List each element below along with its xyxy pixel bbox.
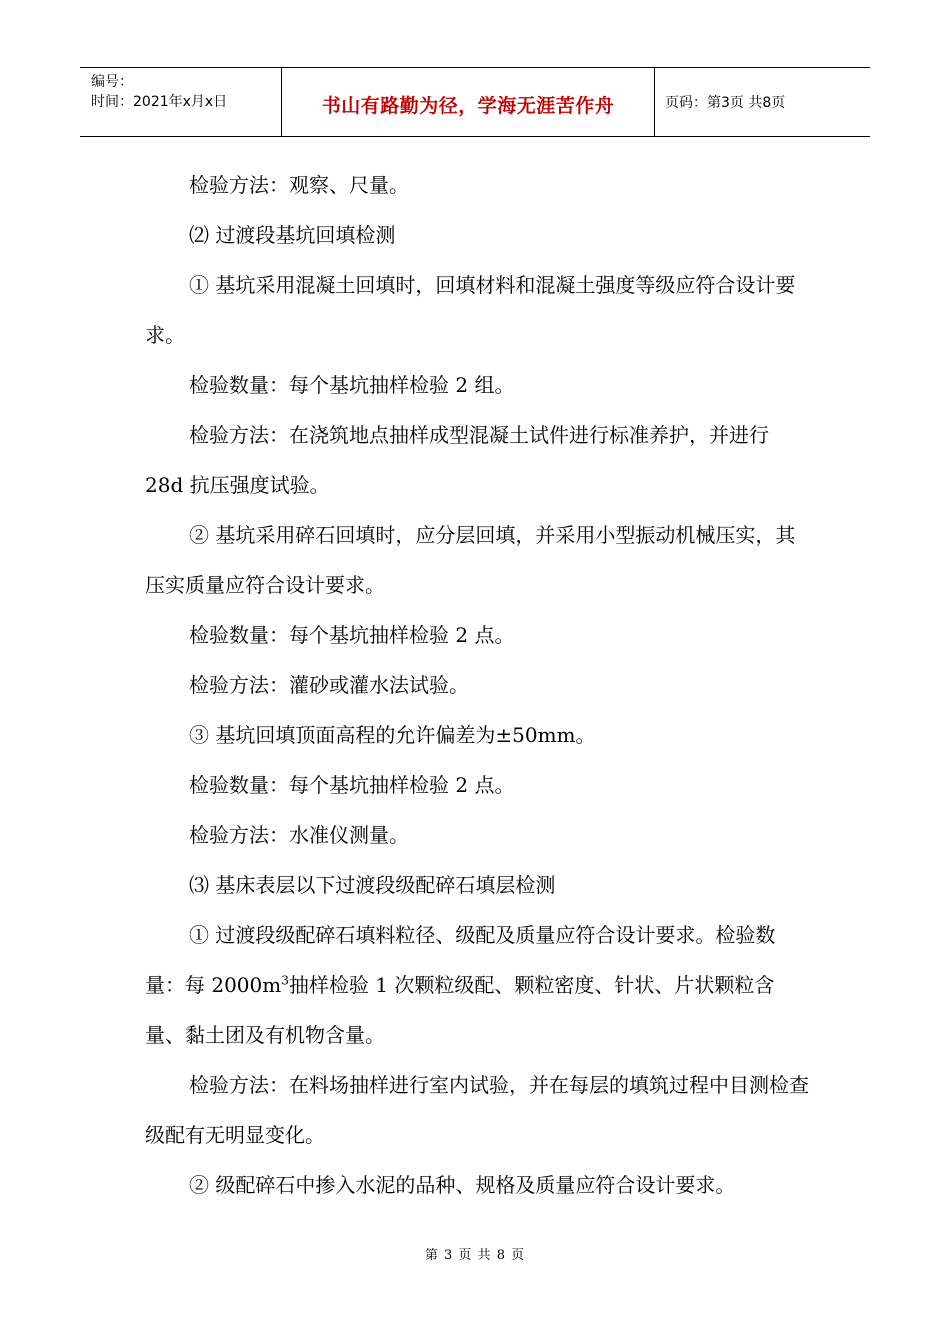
paragraph: 检验数量：每个基坑抽样检验 2 点。 bbox=[189, 773, 515, 797]
document-body bbox=[145, 160, 810, 1210]
header-meta bbox=[80, 68, 282, 136]
paragraph-part: ① 过渡段级配碎石填料粒径、级配及质量应符合设计要求。检验数量：每 2000m bbox=[145, 923, 776, 997]
paragraph: 检验方法：灌砂或灌水法试验。 bbox=[189, 673, 469, 697]
paragraph: ③ 基坑回填顶面高程的允许偏差为±50mm。 bbox=[189, 723, 596, 747]
paragraph: 检验数量：每个基坑抽样检验 2 点。 bbox=[189, 623, 515, 647]
header-motto-cell bbox=[282, 68, 655, 136]
section-heading: ⑵ 过渡段基坑回填检测 bbox=[189, 223, 396, 247]
paragraph-part: 抽样检验 1 次颗粒级配、颗粒密度、针状、片状颗粒含量、黏土团及有机物含量。 bbox=[145, 973, 775, 1047]
paragraph: ① 基坑采用混凝土回填时，回填材料和混凝土强度等级应符合设计要求。 bbox=[145, 273, 796, 347]
paragraph: 检验方法：在料场抽样进行室内试验，并在每层的填筑过程中目测检查级配有无明显变化。 bbox=[145, 1073, 809, 1147]
superscript: 3 bbox=[281, 973, 289, 988]
paragraph bbox=[145, 910, 810, 1060]
paragraph: 检验方法：在浇筑地点抽样成型混凝土试件进行标准养护，并进行 28d 抗压强度试验。 bbox=[145, 423, 769, 497]
header-motto: 书山有路勤为径，学海无涯苦作舟 bbox=[321, 94, 615, 117]
page-header bbox=[80, 67, 870, 137]
paragraph: 检验方法：水准仪测量。 bbox=[189, 823, 409, 847]
header-page-number: 页码：第3页 共8页 bbox=[665, 95, 786, 111]
paragraph: 检验方法：观察、尺量。 bbox=[189, 173, 409, 197]
paragraph: 检验数量：每个基坑抽样检验 2 组。 bbox=[189, 373, 515, 397]
paragraph: ② 基坑采用碎石回填时，应分层回填，并采用小型振动机械压实，其压实质量应符合设计要求。 bbox=[145, 523, 796, 597]
section-heading: ⑶ 基床表层以下过渡段级配碎石填层检测 bbox=[189, 873, 556, 897]
paragraph: ② 级配碎石中掺入水泥的品种、规格及质量应符合设计要求。 bbox=[189, 1173, 736, 1197]
document-number: 编号： bbox=[91, 74, 133, 90]
document-date: 时间：2021年x月x日 bbox=[91, 94, 228, 110]
page-footer: 第 3 页 共 8 页 bbox=[424, 1248, 526, 1263]
header-page-cell bbox=[655, 68, 870, 136]
